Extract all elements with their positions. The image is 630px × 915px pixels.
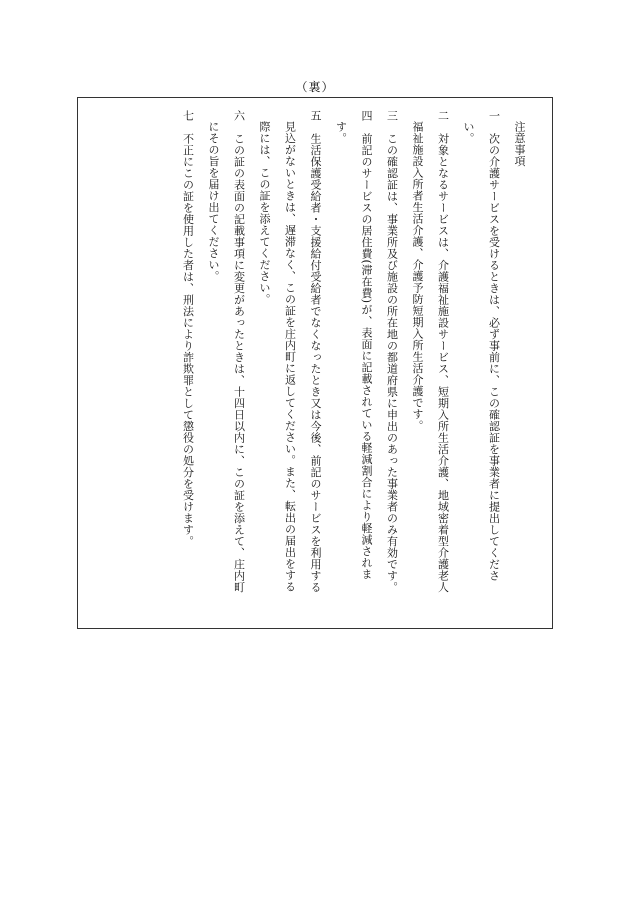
item-text: 前記のサービスの居住費(滞在費)が、表面に記載されている軽減割合により軽減されま <box>360 133 373 580</box>
notice-item-6 <box>201 110 252 610</box>
item-text: この証の表面の記載事項に変更があったときは、十四日以内に、この証を添えて、庄内町 <box>232 133 246 593</box>
notice-body <box>175 110 532 610</box>
item-text-continued: す。 <box>334 121 348 144</box>
item-text: 不正にこの証を使用した者は、刑法により詐欺罪として懲役の処分を受けます。 <box>181 133 195 547</box>
item-text-continued: 福祉施設入所者生活介護、介護予防短期入所生活介護です。 <box>411 121 424 432</box>
notice-item-7 <box>175 110 201 610</box>
item-number: 一 <box>487 110 501 122</box>
notice-item-5 <box>252 110 329 610</box>
item-text: 次の介護サービスを受けるときは、必ず事前に、この確認証を事業者に提出してくださ <box>487 133 501 582</box>
item-number: 五 <box>309 110 322 122</box>
item-text: 対象となるサービスは、介護福祉施設サービス、短期入所生活介護、地域密着型介護老人 <box>436 133 450 593</box>
notice-item-2 <box>405 110 456 610</box>
item-text: この確認証は、事業所及び施設の所在地の都道府県に申出のあった事業者のみ有効です。 <box>385 133 399 593</box>
item-number: 七 <box>181 110 195 122</box>
notice-item-1 <box>456 110 507 610</box>
item-number: 二 <box>436 110 450 122</box>
notice-item-3 <box>379 110 405 610</box>
item-text-continued-2: 際には、この証を添えてください。 <box>258 121 271 305</box>
item-text-continued: にその旨を届け出てください。 <box>207 121 220 282</box>
notice-box <box>77 97 553 629</box>
item-number: 三 <box>385 110 399 122</box>
item-text-continued: 見込がないときは、遅滞なく、この証を庄内町に返してください。また、転出の届出をする <box>283 121 297 593</box>
notice-heading: 注意事項 <box>513 121 526 167</box>
item-number: 四 <box>360 110 373 122</box>
item-number: 六 <box>232 110 246 122</box>
item-text: 生活保護受給者・支援給付受給者でなくなったとき又は今後、前記のサービスを利用する <box>309 133 322 593</box>
page-label: （裏） <box>295 80 335 94</box>
item-text-continued: い。 <box>462 121 475 144</box>
notice-item-4 <box>328 110 379 610</box>
